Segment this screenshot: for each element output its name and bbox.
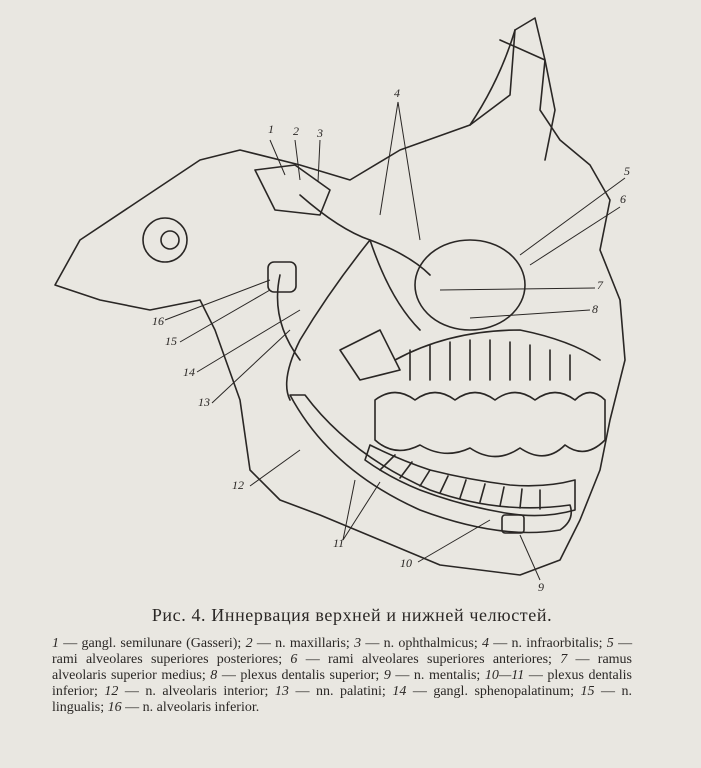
label-2: 2	[293, 124, 299, 138]
label-15: 15	[165, 334, 177, 348]
legend-item: 7 — ramus alveolaris superior medius;	[52, 652, 633, 683]
ganglion-sphenopalatinum	[268, 262, 296, 292]
label-8: 8	[592, 302, 598, 316]
label-12: 12	[232, 478, 244, 492]
label-6: 6	[620, 192, 626, 206]
mandible-canal	[290, 395, 571, 533]
label-5: 5	[624, 164, 630, 178]
mental-foramen	[502, 515, 524, 533]
label-16: 16	[152, 314, 164, 328]
legend-item: 4 — n. infraorbitalis;	[481, 636, 607, 651]
figure-caption: Рис. 4. Иннервация верхней и нижней челюстей.	[151, 605, 553, 625]
orbit	[415, 240, 525, 330]
lower-dental-plexus	[380, 455, 540, 509]
upper-teeth	[375, 393, 605, 457]
figure-legend	[52, 636, 632, 716]
legend-item: 13 — nn. palatini;	[274, 684, 393, 699]
label-9: 9	[538, 580, 544, 594]
legend-item: 9 — n. mentalis;	[383, 668, 485, 683]
legend-item: 12 — n. alveolaris interior;	[104, 684, 275, 699]
legend-item: 8 — plexus dentalis superior;	[210, 668, 384, 683]
label-7: 7	[597, 278, 603, 292]
legend-item: 10—11 — plexus dentalis inferior;	[52, 668, 632, 699]
legend-item: 2 — n. maxillaris;	[245, 636, 355, 651]
legend-item: 3 — n. ophthalmicus;	[354, 636, 482, 651]
label-4: 4	[394, 86, 400, 100]
legend-item: 14 — gangl. sphenopalatinum;	[392, 684, 581, 699]
upper-dental-plexus	[395, 330, 600, 380]
ear-canal	[143, 218, 187, 262]
label-11: 11	[333, 536, 345, 550]
legend-item: 5 — rami alveolares superiores posteriores;	[52, 636, 633, 667]
label-1: 1	[268, 122, 274, 136]
legend-item: 6 — rami alveolares superiores anteriores;	[290, 652, 561, 667]
legend-item: 16 — n. alveolaris inferior.	[107, 700, 260, 715]
legend-item: 15 — n. lingualis;	[52, 684, 633, 715]
label-13: 13	[198, 395, 210, 409]
legend-item: 1 — gangl. semilunare (Gasseri);	[52, 636, 246, 651]
palate	[340, 330, 400, 380]
ear-inner	[161, 231, 179, 249]
label-3: 3	[317, 126, 323, 140]
label-10: 10	[400, 556, 412, 570]
label-14: 14	[183, 365, 195, 379]
